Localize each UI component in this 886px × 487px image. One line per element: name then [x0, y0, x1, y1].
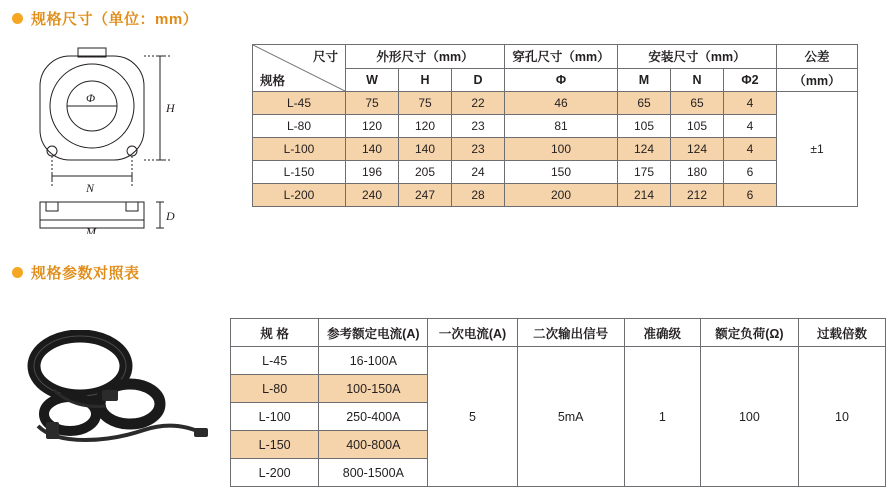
cell-D: 28	[452, 184, 505, 207]
cell-spec: L-45	[231, 347, 319, 375]
subheader-H: H	[399, 68, 452, 92]
cell-W: 75	[346, 92, 399, 115]
subheader-phi: Φ	[505, 68, 618, 92]
cell-W: 196	[346, 161, 399, 184]
cell-H: 120	[399, 115, 452, 138]
header-accuracy-class: 准确级	[624, 319, 700, 347]
group-header-bore: 穿孔尺寸（mm）	[505, 45, 618, 69]
subheader-N: N	[671, 68, 724, 92]
header-spec: 规 格	[231, 319, 319, 347]
label-D: D	[166, 209, 175, 223]
cell-N: 105	[671, 115, 724, 138]
cell-secondary-output: 5mA	[517, 347, 624, 487]
table-row	[253, 184, 858, 207]
cell-spec: L-150	[231, 431, 319, 459]
parameters-table	[230, 318, 886, 487]
cell-D: 24	[452, 161, 505, 184]
cell-phi: 100	[505, 138, 618, 161]
cell-D: 23	[452, 115, 505, 138]
cell-spec: L-80	[253, 115, 346, 138]
cell-M: 105	[618, 115, 671, 138]
cell-D: 22	[452, 92, 505, 115]
table-header-row	[231, 319, 886, 347]
cell-M: 65	[618, 92, 671, 115]
label-M: M	[86, 225, 96, 234]
group-header-outline: 外形尺寸（mm）	[346, 45, 505, 69]
product-photo-svg	[18, 330, 218, 450]
cell-N: 65	[671, 92, 724, 115]
section-heading-dimensions	[12, 8, 198, 29]
header-rated-load: 额定负荷(Ω)	[700, 319, 798, 347]
cell-W: 240	[346, 184, 399, 207]
cell-H: 205	[399, 161, 452, 184]
tolerance-unit: （mm）	[777, 68, 858, 92]
dimensions-table	[252, 44, 858, 207]
cell-phi2: 6	[724, 161, 777, 184]
cell-spec: L-45	[253, 92, 346, 115]
cell-W: 120	[346, 115, 399, 138]
cell-spec: L-100	[231, 403, 319, 431]
corner-label-bottom: 规格	[260, 74, 286, 88]
cell-spec: L-200	[231, 459, 319, 487]
section-heading-params	[12, 262, 140, 283]
cell-overload-multiple: 10	[798, 347, 885, 487]
table-row	[253, 115, 858, 138]
table-row	[231, 347, 886, 375]
cell-M: 175	[618, 161, 671, 184]
section-title-dimensions: 规格尺寸（单位：mm）	[31, 11, 199, 28]
bullet-icon	[12, 13, 23, 24]
product-dimension-drawing	[20, 34, 230, 234]
section-title-params: 规格参数对照表	[31, 265, 140, 282]
cell-H: 140	[399, 138, 452, 161]
header-overload-multiple: 过载倍数	[798, 319, 885, 347]
header-primary-current: 一次电流(A)	[428, 319, 517, 347]
cell-D: 23	[452, 138, 505, 161]
subheader-M: M	[618, 68, 671, 92]
cell-reference-current: 16-100A	[319, 347, 428, 375]
header-secondary-output: 二次输出信号	[517, 319, 624, 347]
corner-label-top: 尺寸	[312, 50, 338, 64]
label-H: H	[166, 101, 175, 115]
cell-H: 247	[399, 184, 452, 207]
cell-M: 214	[618, 184, 671, 207]
cell-phi2: 4	[724, 92, 777, 115]
cell-reference-current: 800-1500A	[319, 459, 428, 487]
bullet-icon	[12, 267, 23, 278]
cell-N: 212	[671, 184, 724, 207]
subheader-W: W	[346, 68, 399, 92]
cell-phi: 150	[505, 161, 618, 184]
cell-primary-current: 5	[428, 347, 517, 487]
cell-spec: L-200	[253, 184, 346, 207]
product-photo	[18, 330, 218, 450]
cell-spec: L-80	[231, 375, 319, 403]
cell-phi2: 4	[724, 138, 777, 161]
cell-reference-current: 250-400A	[319, 403, 428, 431]
label-phi: Φ	[86, 91, 96, 105]
cell-M: 124	[618, 138, 671, 161]
cell-phi2: 6	[724, 184, 777, 207]
cell-spec: L-150	[253, 161, 346, 184]
cell-phi: 200	[505, 184, 618, 207]
cell-tolerance: ±1	[777, 92, 858, 207]
header-reference-current: 参考额定电流(A)	[319, 319, 428, 347]
subheader-D: D	[452, 68, 505, 92]
cell-accuracy-class: 1	[624, 347, 700, 487]
corner-header-cell	[253, 45, 346, 92]
group-header-tolerance: 公差	[777, 45, 858, 69]
cell-reference-current: 100-150A	[319, 375, 428, 403]
cell-N: 180	[671, 161, 724, 184]
table-row	[253, 92, 858, 115]
cell-N: 124	[671, 138, 724, 161]
table-row	[253, 161, 858, 184]
table-row	[253, 138, 858, 161]
drawing-svg	[20, 34, 230, 234]
subheader-phi2: Φ2	[724, 68, 777, 92]
cell-phi2: 4	[724, 115, 777, 138]
cell-rated-load: 100	[700, 347, 798, 487]
cell-W: 140	[346, 138, 399, 161]
cell-H: 75	[399, 92, 452, 115]
cell-spec: L-100	[253, 138, 346, 161]
table-header-row-1	[253, 45, 858, 69]
label-N: N	[86, 181, 95, 195]
cell-reference-current: 400-800A	[319, 431, 428, 459]
cell-phi: 81	[505, 115, 618, 138]
cell-phi: 46	[505, 92, 618, 115]
group-header-mount: 安装尺寸（mm）	[618, 45, 777, 69]
